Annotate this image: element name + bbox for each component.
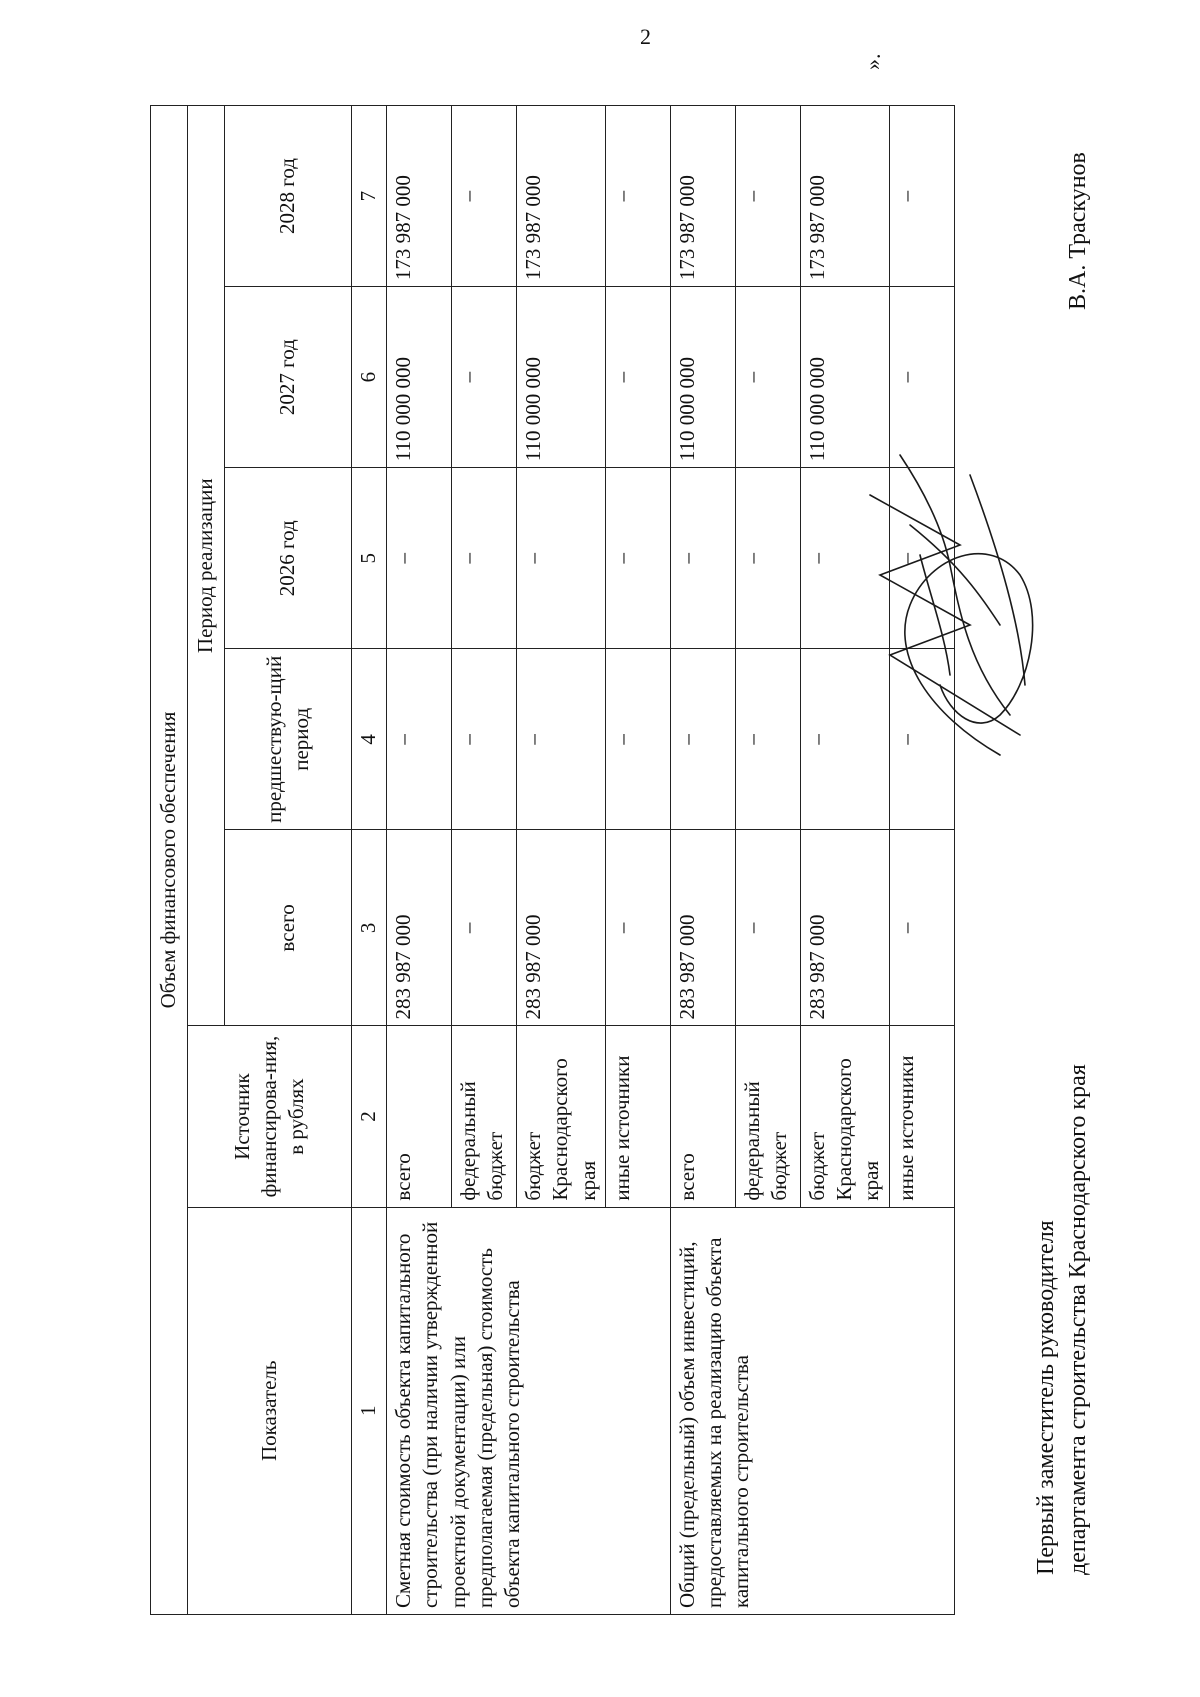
- value-cell: –: [605, 287, 670, 468]
- header-previous: предшествую-щий период: [225, 649, 352, 830]
- indicator-total-investment: Общий (предельный) объем инвестиций, предоставляемых на реализацию объекта капитального строительства: [670, 1207, 954, 1614]
- value-cell: 283 987 000: [800, 830, 889, 1026]
- table-row: [670, 106, 735, 1615]
- value-cell: 110 000 000: [517, 287, 606, 468]
- value-cell: 173 987 000: [800, 106, 889, 287]
- source-cell: бюджет Краснодарского края: [517, 1026, 606, 1207]
- source-cell: федеральный бюджет: [735, 1026, 800, 1207]
- value-cell: 173 987 000: [517, 106, 606, 287]
- page-number: 2: [640, 24, 651, 49]
- column-number: 1: [352, 1207, 387, 1614]
- value-cell: –: [670, 468, 735, 649]
- header-2027: 2027 год: [225, 287, 352, 468]
- value-cell: –: [735, 649, 800, 830]
- value-cell: –: [670, 649, 735, 830]
- value-cell: 283 987 000: [517, 830, 606, 1026]
- value-cell: –: [517, 649, 606, 830]
- column-number: 2: [352, 1026, 387, 1207]
- header-2028: 2028 год: [225, 106, 352, 287]
- position-line: Первый заместитель руководителя: [1033, 1220, 1059, 1575]
- value-cell: –: [452, 468, 517, 649]
- value-cell: –: [605, 106, 670, 287]
- value-cell: 110 000 000: [387, 287, 452, 468]
- value-cell: 173 987 000: [387, 106, 452, 287]
- table-row: [387, 106, 452, 1615]
- value-cell: –: [452, 649, 517, 830]
- source-cell: иные источники: [889, 1026, 954, 1207]
- value-cell: –: [387, 468, 452, 649]
- column-number: 3: [352, 830, 387, 1026]
- value-cell: 110 000 000: [670, 287, 735, 468]
- closing-quote: ».: [860, 53, 885, 70]
- value-cell: 110 000 000: [800, 287, 889, 468]
- value-cell: –: [889, 649, 954, 830]
- handwritten-signature: [850, 445, 1050, 775]
- column-number: 7: [352, 106, 387, 287]
- position-line: департамента строительства Краснодарского края: [1065, 1064, 1092, 1575]
- signatory-name: В.А. Траскунов: [1065, 152, 1091, 310]
- value-cell: –: [800, 468, 889, 649]
- source-cell: всего: [387, 1026, 452, 1207]
- value-cell: –: [387, 649, 452, 830]
- header-source: Источник финансирова-ния, в рублях: [188, 1026, 352, 1207]
- value-cell: –: [889, 106, 954, 287]
- value-cell: –: [735, 287, 800, 468]
- value-cell: 283 987 000: [670, 830, 735, 1026]
- table-title: Объем финансового обеспечения: [151, 106, 188, 1615]
- value-cell: –: [605, 830, 670, 1026]
- value-cell: –: [452, 287, 517, 468]
- value-cell: 283 987 000: [387, 830, 452, 1026]
- column-number: 6: [352, 287, 387, 468]
- financing-table: [150, 105, 955, 1615]
- value-cell: –: [735, 468, 800, 649]
- source-cell: иные источники: [605, 1026, 670, 1207]
- value-cell: –: [517, 468, 606, 649]
- header-total: всего: [225, 830, 352, 1026]
- value-cell: –: [889, 468, 954, 649]
- column-number: 4: [352, 649, 387, 830]
- value-cell: –: [889, 830, 954, 1026]
- value-cell: –: [800, 649, 889, 830]
- value-cell: –: [452, 106, 517, 287]
- value-cell: –: [735, 830, 800, 1026]
- rotated-content: [150, 15, 1150, 1615]
- value-cell: –: [605, 649, 670, 830]
- signatory-position: [1030, 1064, 1095, 1575]
- source-cell: бюджет Краснодарского края: [800, 1026, 889, 1207]
- value-cell: 173 987 000: [670, 106, 735, 287]
- header-2026: 2026 год: [225, 468, 352, 649]
- column-numbers-row: [352, 106, 387, 1615]
- value-cell: –: [735, 106, 800, 287]
- value-cell: –: [889, 287, 954, 468]
- source-cell: федеральный бюджет: [452, 1026, 517, 1207]
- header-indicator: Показатель: [188, 1207, 352, 1614]
- value-cell: –: [605, 468, 670, 649]
- value-cell: –: [452, 830, 517, 1026]
- indicator-estimated-cost: Сметная стоимость объекта капитального строительства (при наличии утвержденной проектной документации) или предполагаемая (предельная) стоимость объекта капитального строительства: [387, 1207, 671, 1614]
- column-number: 5: [352, 468, 387, 649]
- header-period: Период реализации: [188, 106, 225, 1027]
- source-cell: всего: [670, 1026, 735, 1207]
